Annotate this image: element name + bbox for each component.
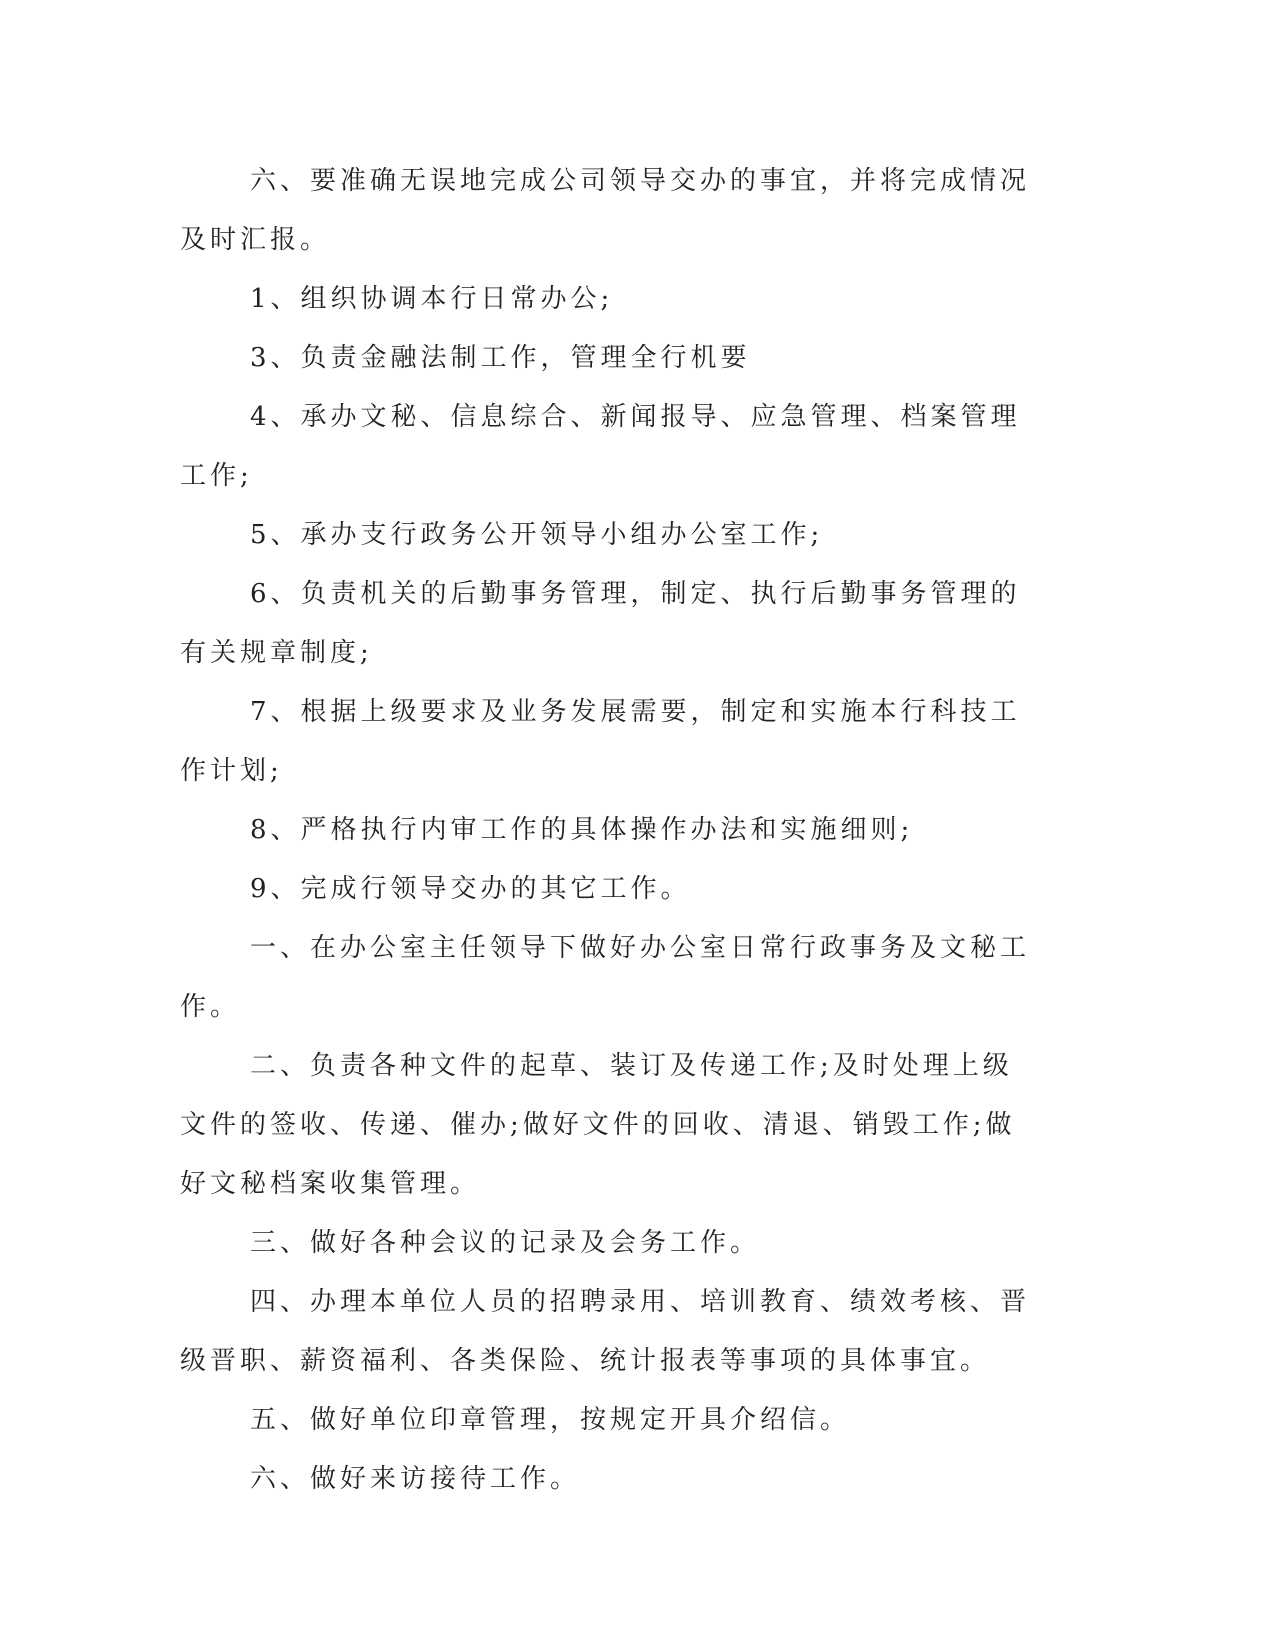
- paragraph-14: 五、做好单位印章管理，按规定开具介绍信。: [250, 1405, 851, 1435]
- paragraph-9: 9、完成行领导交办的其它工作。: [250, 874, 691, 904]
- paragraph-11: 二、负责各种文件的起草、装订及传递工作;及时处理上级文件的签收、传递、催办;做好文件的回收、清退、销毁工作;做好文秘档案收集管理。: [180, 1051, 1016, 1199]
- paragraph-10: 一、在办公室主任领导下做好办公室日常行政事务及文秘工作。: [180, 933, 1031, 1022]
- paragraph-12: 三、做好各种会议的记录及会务工作。: [250, 1228, 761, 1258]
- paragraph-5: 5、承办支行政务公开领导小组办公室工作;: [250, 520, 824, 550]
- paragraph-15: 六、做好来访接待工作。: [250, 1464, 581, 1494]
- paragraph-8: 8、严格执行内审工作的具体操作办法和实施细则;: [250, 815, 914, 845]
- paragraph-13: 四、办理本单位人员的招聘录用、培训教育、绩效考核、晋级晋职、薪资福利、各类保险、统计报表等事项的具体事宜。: [180, 1287, 1031, 1376]
- paragraph-4: 4、承办文秘、信息综合、新闻报导、应急管理、档案管理工作;: [180, 402, 1021, 491]
- paragraph-6: 6、负责机关的后勤事务管理，制定、执行后勤事务管理的有关规章制度;: [180, 579, 1021, 668]
- paragraph-3: 3、负责金融法制工作，管理全行机要: [250, 343, 751, 373]
- paragraph-2: 1、组织协调本行日常办公;: [250, 284, 614, 314]
- document-body: [180, 152, 1040, 1509]
- paragraph-1: 六、要准确无误地完成公司领导交办的事宜，并将完成情况及时汇报。: [180, 166, 1031, 255]
- paragraph-7: 7、根据上级要求及业务发展需要，制定和实施本行科技工作计划;: [180, 697, 1021, 786]
